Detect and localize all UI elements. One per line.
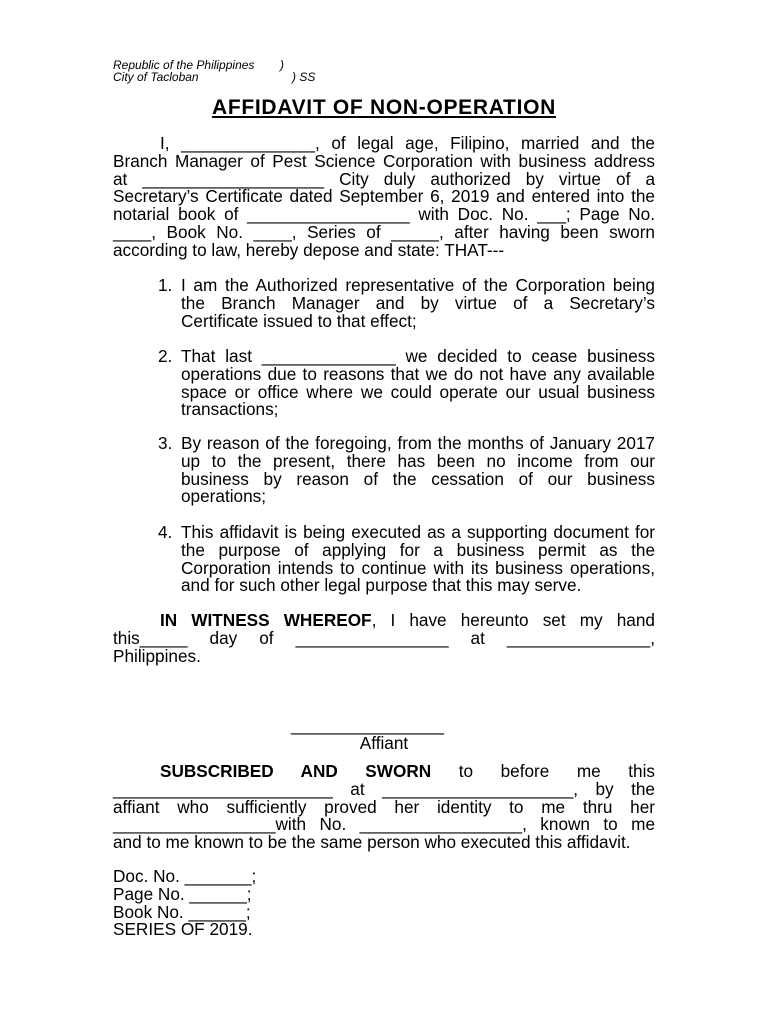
witness-lead-bold: IN WITNESS WHEREOF xyxy=(160,610,372,630)
notarial-page-no: Page No. ______; xyxy=(113,883,252,904)
jurat-line: _________________with No. _________________, known to me xyxy=(113,814,655,835)
jurat-paragraph xyxy=(113,763,655,852)
intro-line: according to law, hereby depose and state: THAT--- xyxy=(113,239,505,260)
statement-text xyxy=(181,348,655,419)
statement-line: I am the Authorized representative of the Corporation being xyxy=(181,275,655,295)
statement-line: operations due to reasons that we do not have any available xyxy=(181,363,655,384)
witness-lead-text: , I have hereunto set my hand xyxy=(371,610,655,630)
jurat-line: _______________________ at ____________________, by the xyxy=(113,778,655,799)
statement-line: This affidavit is being executed as a supporting document for xyxy=(181,522,655,542)
venue-bracket: ) xyxy=(280,58,284,72)
statement-number: 2. xyxy=(158,346,173,366)
witness-line: this_____ day of ________________ at _______________, xyxy=(113,627,655,648)
statement-line: the purpose of applying for a business permit as the xyxy=(181,539,655,560)
document-title: AFFIDAVIT OF NON-OPERATION xyxy=(211,96,557,119)
venue-country: Republic of the Philippines xyxy=(113,58,255,72)
statement-number: 4. xyxy=(158,522,173,542)
notarial-doc-no: Doc. No. _______; xyxy=(113,866,257,886)
statement-line: business by reason of the cessation of our business xyxy=(181,468,655,489)
jurat-lead-text: to before me this xyxy=(431,761,656,781)
witness-line: Philippines. xyxy=(113,645,201,666)
intro-line: I, ______________, of legal age, Filipino, married and the xyxy=(160,133,655,153)
statement-item-1 xyxy=(0,277,768,330)
statement-line: space or office where we could operate our usual business xyxy=(181,381,655,402)
jurat-line: affiant who sufficiently proved her identity to me thru her xyxy=(113,796,655,817)
intro-line: notarial book of _________________ with Doc. No. ___; Page No. xyxy=(113,204,655,224)
notarial-series: SERIES OF 2019. xyxy=(113,919,253,940)
intro-line: at ___________________ City duly authorized by virtue of a xyxy=(113,168,655,189)
venue-line-city xyxy=(113,71,413,83)
jurat-lead-bold: SUBSCRIBED AND SWORN xyxy=(160,761,432,781)
intro-line: Branch Manager of Pest Science Corporation with business address xyxy=(113,150,655,171)
statement-line: Corporation intends to continue with its business operations, xyxy=(181,557,655,578)
venue-city: City of Tacloban xyxy=(113,70,199,84)
statement-item-3 xyxy=(0,435,768,506)
statement-number: 3. xyxy=(158,433,173,453)
notarial-book-no: Book No. ______; xyxy=(113,901,251,922)
statement-text xyxy=(181,435,655,506)
statement-line: By reason of the foregoing, from the months of January 2017 xyxy=(181,433,655,453)
statement-line: up to the present, there has been no income from our xyxy=(181,450,655,471)
venue-ss-bracket: ) SS xyxy=(292,70,316,84)
affiant-signature-line: ________________ xyxy=(291,715,444,735)
statement-line: transactions; xyxy=(181,399,279,420)
statement-item-4 xyxy=(0,524,768,595)
statement-number: 1. xyxy=(158,275,173,295)
statement-line: That last ______________ we decided to cease business xyxy=(181,346,655,366)
affiant-label: Affiant xyxy=(359,733,409,753)
statement-item-2 xyxy=(0,348,768,419)
intro-line: ____, Book No. ____, Series of _____, after having been sworn xyxy=(113,221,655,242)
statement-line: Certificate issued to that effect; xyxy=(181,310,417,331)
statement-line: and for such other legal purpose that this may serve. xyxy=(181,575,582,596)
jurat-line: and to me known to be the same person who executed this affidavit. xyxy=(113,832,631,852)
notarial-register xyxy=(113,868,655,939)
statement-line: operations; xyxy=(181,486,267,507)
intro-line: Secretary’s Certificate dated September 6, 2019 and entered into the xyxy=(113,186,655,207)
intro-paragraph xyxy=(113,135,655,259)
statement-text xyxy=(181,524,655,595)
statement-text xyxy=(181,277,655,330)
witness-paragraph xyxy=(113,612,655,665)
statement-line: the Branch Manager and by virtue of a Secretary’s xyxy=(181,292,655,313)
